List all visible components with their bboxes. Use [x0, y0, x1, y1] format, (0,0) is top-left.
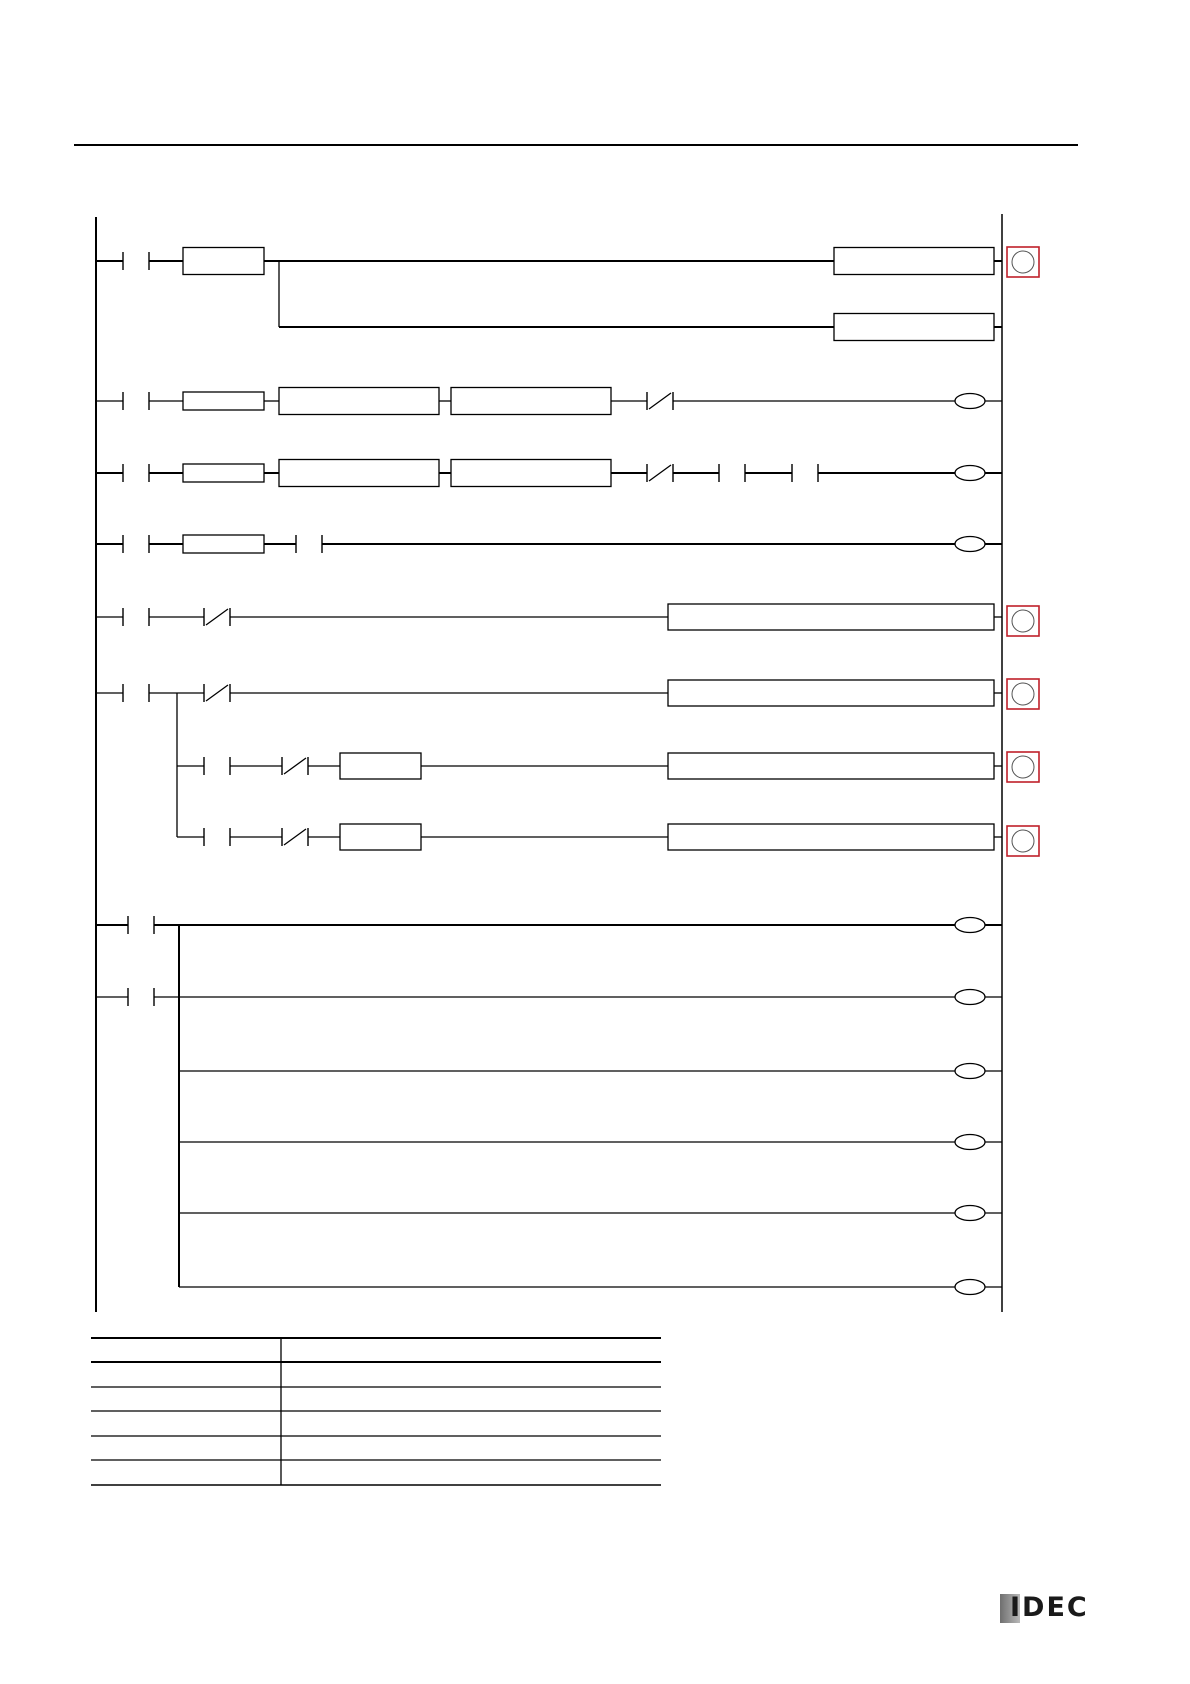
output-coil — [955, 1206, 985, 1221]
highlight-marker — [1007, 679, 1039, 709]
output-coil — [955, 466, 985, 481]
rung-6-branch-1 — [177, 753, 1002, 779]
function-box — [451, 388, 611, 415]
timer-box — [340, 824, 421, 850]
compare-box — [183, 535, 264, 553]
rung-3 — [96, 460, 1002, 487]
marker-circle — [1012, 610, 1034, 632]
contact-nc-slash — [206, 609, 228, 625]
output-coil — [955, 537, 985, 552]
contact-nc-slash — [649, 393, 671, 409]
rung-5 — [96, 604, 1002, 630]
output-coil — [955, 1135, 985, 1150]
function-box — [279, 388, 439, 415]
marker-circle — [1012, 683, 1034, 705]
function-box — [279, 460, 439, 487]
marker-circle — [1012, 830, 1034, 852]
function-box — [451, 460, 611, 487]
output-box — [668, 753, 994, 779]
rung-2 — [96, 388, 1002, 415]
rung-1 — [96, 248, 1002, 341]
contact-nc-slash — [284, 829, 306, 845]
idec-logo — [1000, 1593, 1092, 1623]
rung-coil-bus — [96, 916, 1002, 1295]
io-table — [91, 1338, 661, 1485]
rungs — [96, 248, 1002, 1295]
marker-circle — [1012, 251, 1034, 273]
output-box — [668, 824, 994, 850]
output-box — [668, 604, 994, 630]
output-coil — [955, 918, 985, 933]
contact-nc-slash — [649, 465, 671, 481]
output-box — [834, 248, 994, 275]
output-box — [834, 314, 994, 341]
output-coil — [955, 394, 985, 409]
rung-4 — [96, 535, 1002, 553]
output-coil — [955, 1064, 985, 1079]
compare-box — [183, 248, 264, 275]
output-coil — [955, 990, 985, 1005]
contact-nc-slash — [206, 685, 228, 701]
highlight-marker — [1007, 752, 1039, 782]
timer-box — [340, 753, 421, 779]
output-box — [668, 680, 994, 706]
highlight-marker — [1007, 247, 1039, 277]
rung-6-branch-2 — [177, 824, 1002, 850]
compare-box — [183, 392, 264, 410]
logo-text: IDEC — [1010, 1592, 1089, 1623]
highlight-marker — [1007, 606, 1039, 636]
rung-6 — [96, 680, 1002, 850]
highlight-marker — [1007, 826, 1039, 856]
highlight-markers — [1007, 247, 1039, 856]
marker-circle — [1012, 756, 1034, 778]
contact-nc-slash — [284, 758, 306, 774]
output-coil — [955, 1280, 985, 1295]
compare-box — [183, 464, 264, 482]
